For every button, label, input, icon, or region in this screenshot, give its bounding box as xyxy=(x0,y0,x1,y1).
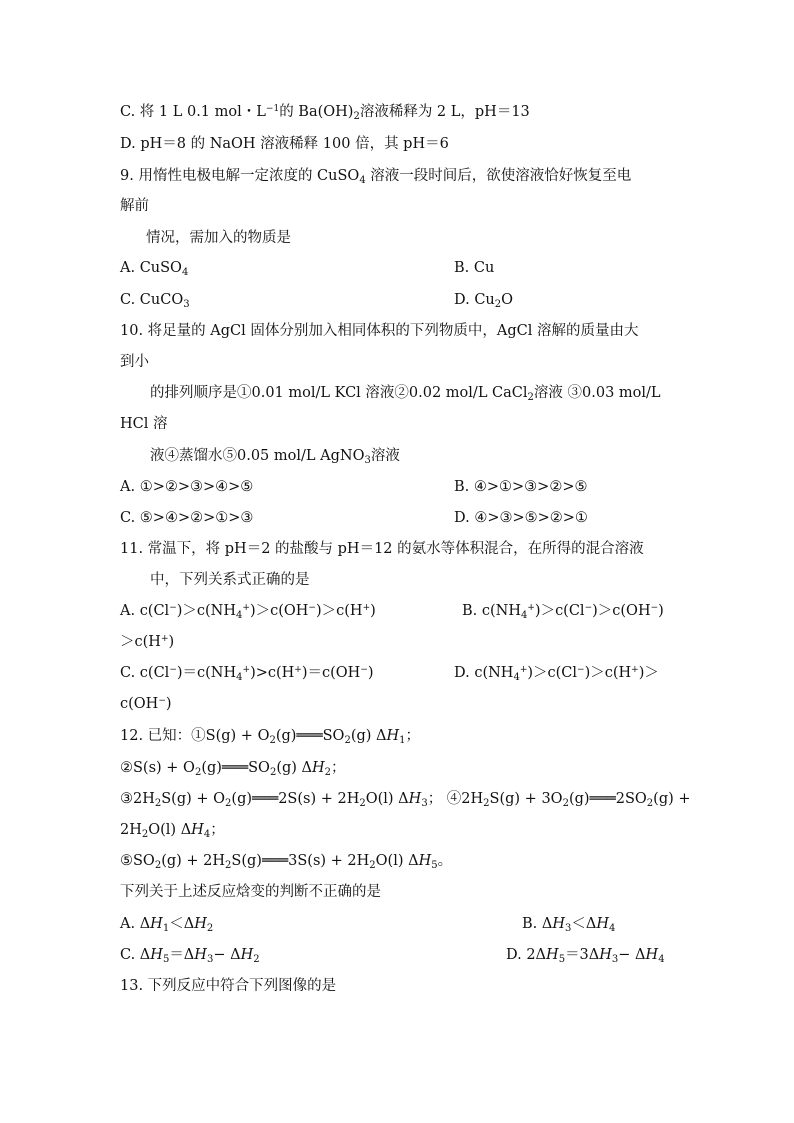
q12-option-c: C. $\Delta H_5=\Delta H_3- \Delta H_2$ xyxy=(120,947,260,965)
q12-stem: 下列关于上述反应焓变的判断不正确的是 xyxy=(120,884,381,900)
q12-option-a: A. $\Delta H_1<\Delta H_2$ xyxy=(120,916,214,934)
q10-option-d: D. ④>③>⑤>②>① xyxy=(454,510,588,526)
q13-stem: 13. 下列反应中符合下列图像的是 xyxy=(120,978,337,994)
q9-option-d: D. $Cu_2O$ xyxy=(454,292,514,310)
q10-option-c: C. ⑤>④>②>①>③ xyxy=(120,510,254,526)
q10-stem-line-1: 10. 将足量的 AgCl 固体分别加入相同体积的下列物质中，AgCl 溶解的质量由大 xyxy=(120,323,639,339)
q10-stem-line-2: 到小 xyxy=(120,354,149,370)
q9-option-b: B. Cu xyxy=(454,260,495,276)
q9-stem-line-2: 解前 xyxy=(120,198,149,214)
q12-reaction-4-continued: $2H_2O(l)$ $\Delta H_4$； xyxy=(120,822,225,840)
q9-stem-line-1: 9. 用惰性电极电解一定浓度的 CuSO$_4$ 溶液一段时间后，欲使溶液恰好恢复至电 xyxy=(120,168,632,186)
q9-option-a: A. CuSO$_4$ xyxy=(120,260,189,278)
q9-option-c: C. CuCO$_3$ xyxy=(120,292,190,310)
q12-option-d: D. $2\Delta H_5=3\Delta H_3- \Delta H_4$ xyxy=(506,947,665,965)
q10-stem-line-4: HCl 溶 xyxy=(120,416,168,432)
q11-option-b-continued: ＞c(H+) xyxy=(120,634,175,650)
q8-option-d: D. pH＝8 的 NaOH 溶液稀释 100 倍，其 pH＝6 xyxy=(120,136,449,152)
q10-option-a: A. ①>②>③>④>⑤ xyxy=(120,479,254,495)
q12-reaction-5: $⑤SO_2(g)$ + $2H_2S(g)═══3S(s) + 2H_2O(l)$ $\Delta H_5$。 xyxy=(120,853,453,871)
q11-option-d-continued: c(OH−) xyxy=(120,696,172,712)
q12-reaction-1: 12. 已知：①S(g) + $O_2(g)═══SO_2(g)$ $\Delta H_1$； xyxy=(120,728,421,746)
q10-stem-line-5: 液④蒸馏水⑤0.05 mol/L AgNO$_3$溶液 xyxy=(150,448,400,466)
q11-option-a: A. $c(Cl^-)>c(NH_4^+)>c(OH^-)>c(H^+)$ xyxy=(120,603,376,621)
q11-option-d: D. $c(NH_4^+)>c(Cl^-)>c(H^+)>$ xyxy=(454,665,659,683)
q12-reaction-3-4: $③2H_2S(g)$ + $O_2(g)═══2S(s) + 2H_2O(l)$ $\Delta H_3$； $④2H_2S(g)$ + $3O_2(g)═══2SO_2(g)$ + xyxy=(120,791,691,809)
q11-option-b: B. $c(NH_4^+)>c(Cl^-)>c(OH^-)$ xyxy=(462,603,664,621)
q11-option-c: C. $c(Cl^-)=c(NH_4^+)>c(H^+)=c(OH^-)$ xyxy=(120,665,374,683)
q9-stem-line-3: 情况，需加入的物质是 xyxy=(146,230,291,246)
q10-stem-line-3: 的排列顺序是①0.01 mol/L KCl 溶液②0.02 mol/L CaCl$_2$溶液 ③0.03 mol/L xyxy=(150,385,661,403)
q11-stem-line-1: 11. 常温下，将 pH＝2 的盐酸与 pH＝12 的氨水等体积混合，在所得的混合溶液 xyxy=(120,541,644,557)
q12-option-b: B. $\Delta H_3<\Delta H_4$ xyxy=(522,916,616,934)
q11-stem-line-2: 中，下列关系式正确的是 xyxy=(150,572,310,588)
q12-reaction-2: ②S(s) + $O_2(g)═══SO_2(g)$ $\Delta H_2$； xyxy=(120,760,346,778)
q8-option-c: C. 将 1 L 0.1 mol・$L^{-1}$的 $Ba(OH)_2$溶液稀释为 2 L，pH＝13 xyxy=(120,104,530,122)
q10-option-b: B. ④>①>③>②>⑤ xyxy=(454,479,588,495)
